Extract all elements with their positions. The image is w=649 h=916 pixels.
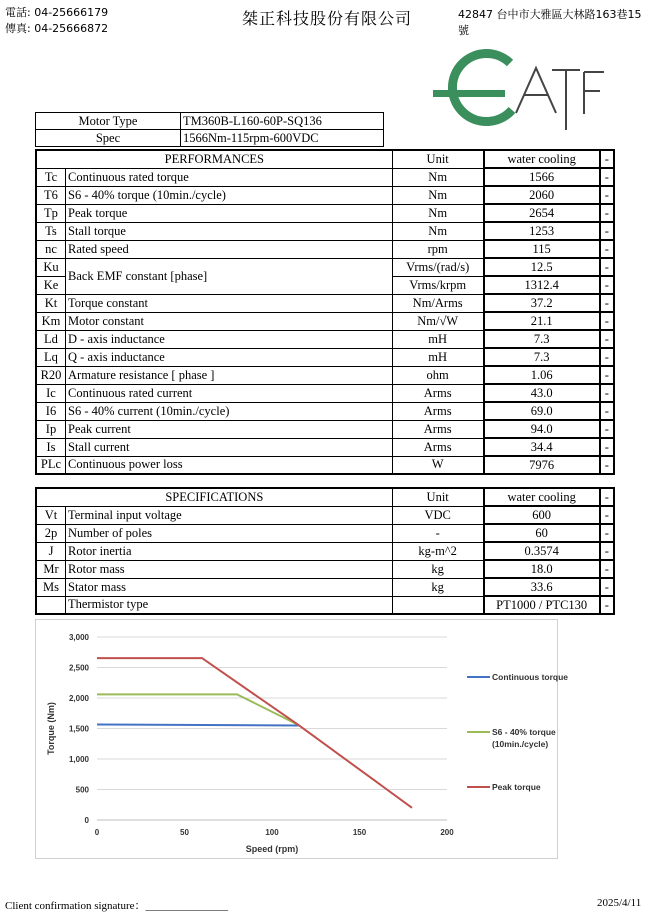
performances-name: S6 - 40% current (10min./cycle) — [66, 402, 393, 420]
performances-value: 2060 — [484, 186, 600, 204]
performances-unit: Nm — [392, 186, 484, 204]
y-tick-label: 1,000 — [68, 755, 89, 764]
performances-unit: Arms — [392, 438, 484, 456]
performances-name: Torque constant — [66, 294, 393, 312]
performances-value: 2654 — [484, 204, 600, 222]
performances-value: 69.0 — [484, 402, 600, 420]
performances-value: 115 — [484, 240, 600, 258]
performances-value: 12.5 — [484, 258, 600, 276]
y-tick-label: 500 — [75, 785, 89, 795]
performances-unit: rpm — [392, 240, 484, 258]
performances-extra: - — [600, 456, 614, 474]
performances-unit: Arms — [392, 402, 484, 420]
performances-row — [36, 222, 614, 240]
performances-value: 1312.4 — [484, 276, 600, 294]
specifications-row — [36, 560, 614, 578]
performances-name: Peak current — [66, 420, 393, 438]
performances-symbol: nc — [36, 240, 66, 258]
specifications-row — [36, 524, 614, 542]
performances-unit: Arms — [392, 384, 484, 402]
performances-row — [36, 168, 614, 186]
performances-value: 43.0 — [484, 384, 600, 402]
performances-row — [36, 312, 614, 330]
performances-extra: - — [600, 384, 614, 402]
company-address: 42847 台中市大雅區大林路163巷15號 — [458, 8, 642, 37]
performances-extra: - — [600, 258, 614, 276]
specifications-symbol: Ms — [36, 578, 66, 596]
performances-name: Motor constant — [66, 312, 393, 330]
performances-symbol: R20 — [36, 366, 66, 384]
performances-extra: - — [600, 294, 614, 312]
specifications-symbol: J — [36, 542, 66, 560]
document-date: 2025/4/11 — [597, 897, 642, 909]
performances-value: 34.4 — [484, 438, 600, 456]
performances-unit: Nm/Arms — [392, 294, 484, 312]
performances-row — [36, 366, 614, 384]
performances-unit: Nm — [392, 222, 484, 240]
performances-name: Stall current — [66, 438, 393, 456]
performances-symbol: Ld — [36, 330, 66, 348]
spec-header-title: SPECIFICATIONS — [36, 488, 392, 506]
performances-symbol: Lq — [36, 348, 66, 366]
performances-name: Peak torque — [66, 204, 393, 222]
specifications-extra: - — [600, 524, 614, 542]
x-tick-label: 0 — [94, 828, 100, 837]
performances-symbol: Tc — [36, 168, 66, 186]
specifications-symbol — [36, 596, 66, 614]
legend-label: (10min./cycle) — [492, 739, 549, 749]
performances-value: 7.3 — [484, 330, 600, 348]
company-name: 桀正科技股份有限公司 — [242, 9, 413, 28]
specifications-value: 60 — [484, 524, 600, 542]
performances-name: S6 - 40% torque (10min./cycle) — [66, 186, 393, 204]
x-tick-label: 200 — [440, 828, 454, 837]
motor-type-label: Motor Type — [36, 113, 181, 130]
performances-extra: - — [600, 204, 614, 222]
performances-extra: - — [600, 276, 614, 294]
contact-info — [5, 5, 108, 37]
performances-symbol: Ke — [36, 276, 66, 294]
performances-name: Q - axis inductance — [66, 348, 393, 366]
y-tick-label: 2,000 — [68, 694, 89, 703]
performances-name: Armature resistance [ phase ] — [66, 366, 393, 384]
specifications-row — [36, 506, 614, 524]
specifications-unit: VDC — [392, 506, 484, 524]
specifications-name: Stator mass — [66, 578, 393, 596]
performances-name: D - axis inductance — [66, 330, 393, 348]
performances-name: Continuous rated torque — [66, 168, 393, 186]
performances-unit: Nm/√W — [392, 312, 484, 330]
y-tick-label: 0 — [84, 816, 89, 825]
specifications-value: PT1000 / PTC130 — [484, 596, 600, 614]
series-line — [97, 658, 412, 808]
performances-unit: Vrms/(rad/s) — [392, 258, 484, 276]
performances-symbol: Ku — [36, 258, 66, 276]
client-signature: Client confirmation signature：_______________ — [5, 900, 229, 912]
performances-unit: Nm — [392, 204, 484, 222]
specifications-extra: - — [600, 542, 614, 560]
specifications-name: Number of poles — [66, 524, 393, 542]
perf-header-value: water cooling — [484, 150, 600, 168]
specifications-name: Thermistor type — [66, 596, 393, 614]
specifications-symbol: 2p — [36, 524, 66, 542]
performances-value: 1.06 — [484, 366, 600, 384]
performances-symbol: Is — [36, 438, 66, 456]
spec-header-extra: - — [600, 488, 614, 506]
x-tick-label: 100 — [265, 828, 279, 837]
performances-symbol: Ic — [36, 384, 66, 402]
performances-unit: Vrms/krpm — [392, 276, 484, 294]
torque-speed-chart — [35, 619, 569, 859]
legend-label: S6 - 40% torque — [492, 727, 556, 737]
specifications-extra: - — [600, 560, 614, 578]
performances-value: 37.2 — [484, 294, 600, 312]
performances-value: 1253 — [484, 222, 600, 240]
performances-symbol: Ts — [36, 222, 66, 240]
performances-unit: mH — [392, 330, 484, 348]
specifications-row — [36, 542, 614, 560]
specifications-table — [35, 487, 615, 615]
specifications-name: Rotor inertia — [66, 542, 393, 560]
performances-row — [36, 294, 614, 312]
performances-value: 21.1 — [484, 312, 600, 330]
motor-type-row — [36, 113, 384, 130]
specifications-value: 33.6 — [484, 578, 600, 596]
spec-header-unit: Unit — [392, 488, 484, 506]
specifications-name: Rotor mass — [66, 560, 393, 578]
spec-row — [36, 130, 384, 147]
specifications-row — [36, 596, 614, 614]
performances-name: Continuous power loss — [66, 456, 393, 474]
performances-symbol: Tp — [36, 204, 66, 222]
performances-extra: - — [600, 312, 614, 330]
performances-symbol: Kt — [36, 294, 66, 312]
performances-row — [36, 438, 614, 456]
y-tick-label: 1,500 — [68, 724, 89, 734]
performances-unit: Arms — [392, 420, 484, 438]
performances-name: Stall torque — [66, 222, 393, 240]
performances-symbol: Km — [36, 312, 66, 330]
specifications-symbol: Vt — [36, 506, 66, 524]
performances-row — [36, 348, 614, 366]
performances-row — [36, 420, 614, 438]
performances-symbol: I6 — [36, 402, 66, 420]
performances-symbol: T6 — [36, 186, 66, 204]
performances-name: Rated speed — [66, 240, 393, 258]
performances-row — [36, 330, 614, 348]
specifications-symbol: Mr — [36, 560, 66, 578]
performances-value: 94.0 — [484, 420, 600, 438]
performances-value: 1566 — [484, 168, 600, 186]
performances-extra: - — [600, 240, 614, 258]
phone-text: 電話: 04-25666179 — [5, 6, 109, 19]
performances-row — [36, 384, 614, 402]
performances-unit: mH — [392, 348, 484, 366]
perf-header-row — [36, 150, 614, 168]
performances-unit: ohm — [392, 366, 484, 384]
motor-type-value: TM360B-L160-60P-SQ136 — [181, 113, 384, 130]
spec-value: 1566Nm-115rpm-600VDC — [181, 130, 384, 147]
spec-header-row — [36, 488, 614, 506]
performances-unit: Nm — [392, 168, 484, 186]
performances-row — [36, 258, 614, 276]
chart-svg — [36, 620, 569, 858]
motor-info-table — [35, 112, 384, 147]
specifications-value: 18.0 — [484, 560, 600, 578]
performances-extra: - — [600, 348, 614, 366]
performances-row — [36, 240, 614, 258]
performances-extra: - — [600, 186, 614, 204]
specifications-extra: - — [600, 506, 614, 524]
x-tick-label: 50 — [180, 828, 189, 837]
perf-header-title: PERFORMANCES — [36, 150, 392, 168]
specifications-unit: kg — [392, 560, 484, 578]
specifications-extra: - — [600, 596, 614, 614]
spec-header-value: water cooling — [484, 488, 600, 506]
specifications-unit: kg-m^2 — [392, 542, 484, 560]
y-tick-label: 3,000 — [68, 633, 89, 642]
specifications-value: 600 — [484, 506, 600, 524]
performances-row — [36, 456, 614, 474]
performances-row — [36, 186, 614, 204]
performances-table — [35, 149, 615, 475]
y-axis-label: Torque (Nm) — [46, 702, 56, 755]
performances-extra: - — [600, 420, 614, 438]
performances-row — [36, 204, 614, 222]
specifications-unit: - — [392, 524, 484, 542]
performances-symbol: PLc — [36, 456, 66, 474]
performances-value: 7.3 — [484, 348, 600, 366]
performances-unit: W — [392, 456, 484, 474]
atf-logo — [430, 48, 610, 138]
legend-label: Peak torque — [492, 782, 541, 792]
legend-label: Continuous torque — [492, 672, 569, 682]
specifications-row — [36, 578, 614, 596]
perf-header-unit: Unit — [392, 150, 484, 168]
x-axis-label: Speed (rpm) — [245, 844, 299, 854]
specifications-extra: - — [600, 578, 614, 596]
performances-extra: - — [600, 168, 614, 186]
y-tick-label: 2,500 — [68, 663, 89, 673]
x-tick-label: 150 — [352, 828, 367, 837]
fax-text: 傳真: 04-25666872 — [5, 22, 109, 35]
performances-extra: - — [600, 402, 614, 420]
performances-extra: - — [600, 366, 614, 384]
performances-name: Back EMF constant [phase] — [66, 258, 393, 294]
series-line — [97, 724, 298, 725]
performances-symbol: Ip — [36, 420, 66, 438]
performances-extra: - — [600, 438, 614, 456]
performances-extra: - — [600, 222, 614, 240]
specifications-value: 0.3574 — [484, 542, 600, 560]
performances-extra: - — [600, 330, 614, 348]
performances-row — [36, 402, 614, 420]
specifications-unit: kg — [392, 578, 484, 596]
series-line — [97, 694, 298, 725]
specifications-name: Terminal input voltage — [66, 506, 393, 524]
spec-label: Spec — [36, 130, 181, 147]
performances-name: Continuous rated current — [66, 384, 393, 402]
performances-value: 7976 — [484, 456, 600, 474]
specifications-unit — [392, 596, 484, 614]
perf-header-extra: - — [600, 150, 614, 168]
